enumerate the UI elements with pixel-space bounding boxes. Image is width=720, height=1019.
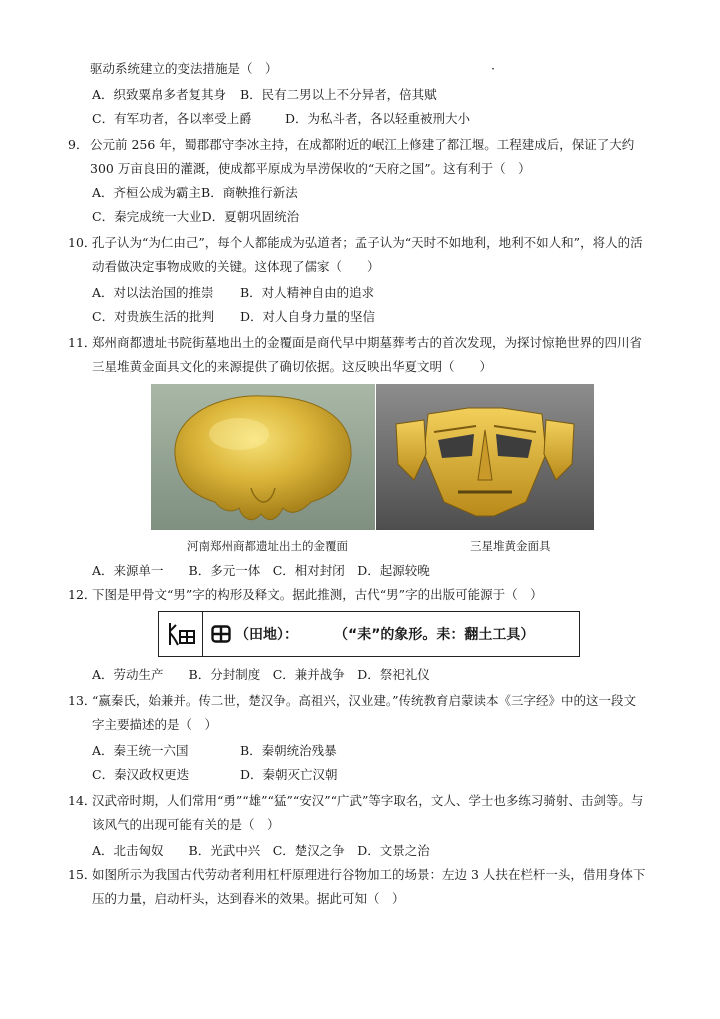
q8-option-b: B．民有二男以上不分异者，倍其赋 xyxy=(240,87,437,102)
q10-option-b: B．对人精神自由的追求 xyxy=(240,285,375,300)
q10-stem-line2: 动看做决定事物成败的关键。这体现了儒家（ ） xyxy=(92,259,380,274)
q13-option-b: B．秦朝统治残暴 xyxy=(240,743,337,758)
q10-option-a: A．对以法治国的推崇 xyxy=(92,285,214,300)
q14-stem-line2: 该风气的出现可能有关的是（ ） xyxy=(92,817,280,832)
caption-gold-face-cover: 河南郑州商都遗址出土的金覆面 xyxy=(187,539,348,553)
q13-option-c: C．秦汉政权更迭 xyxy=(92,767,190,782)
q9-options-ab: A．齐桓公成为霸主B．商鞅推行新法 xyxy=(92,185,298,200)
q15-number: 15． xyxy=(68,867,97,882)
q15-stem-line2: 压的力量，启动杆头，达到舂米的效果。据此可知（ ） xyxy=(92,891,405,906)
q13-option-a: A．秦王统一六国 xyxy=(92,743,189,758)
q14-stem-line1: 汉武帝时期，人们常用“勇”“雄”“猛”“安汉”“广武”等字取名，文人、学士也多练习骑射、击剑等。与 xyxy=(92,793,644,808)
q8-option-d: D．为私斗者，各以轻重被刑大小 xyxy=(285,111,471,126)
oracle-nan-character-icon xyxy=(159,612,203,656)
field-character-icon xyxy=(211,625,231,643)
sanxingdui-gold-mask-photo xyxy=(376,384,594,530)
q13-option-d: D．秦朝灭亡汉朝 xyxy=(240,767,338,782)
q13-number: 13． xyxy=(68,693,97,708)
q9-stem-line2: 300 万亩良田的灌溉，使成都平原成为旱涝保收的“天府之国”。这有利于（ ） xyxy=(90,161,531,176)
q11-stem-line1: 郑州商都遗址书院街墓地出土的金覆面是商代早中期墓葬考古的首次发现，为探讨惊艳世界的四川省 xyxy=(92,335,643,350)
q14-options: A．北击匈奴 B．光武中兴 C．楚汉之争 D．文景之治 xyxy=(92,843,430,858)
q10-stem-line1: 孔子认为“为仁由己”，每个人都能成为弘道者；孟子认为“天时不如地利，地利不如人和”，将人的活 xyxy=(92,235,643,250)
q10-option-c: C．对贵族生活的批判 xyxy=(92,309,215,324)
stray-mark: · xyxy=(491,61,495,76)
q12-options: A．劳动生产 B．分封制度 C．兼并战争 D．祭祀礼仪 xyxy=(92,667,430,682)
q8-stem-continued: 驱动系统建立的变法措施是（ ） xyxy=(90,61,278,76)
q8-option-a: A．织致粟帛多者复其身 xyxy=(92,87,227,102)
q10-option-d: D．对人自身力量的坚信 xyxy=(240,309,376,324)
q8-option-c: C．有军功者，各以率受上爵 xyxy=(92,111,252,126)
q11-number: 11． xyxy=(68,335,97,350)
q9-number: 9． xyxy=(68,137,89,152)
q13-stem-line2: 字主要描述的是（ ） xyxy=(92,717,218,732)
gold-face-cover-photo xyxy=(151,384,375,530)
q11-options: A．来源单一 B．多元一体 C．相对封闭 D．起源较晚 xyxy=(92,563,430,578)
q14-number: 14． xyxy=(68,793,97,808)
q12-stem: 下图是甲骨文“男”字的构形及释文。据此推测，古代“男”字的出版可能源于（ ） xyxy=(92,587,543,602)
q11-stem-line2: 三星堆黄金面具文化的来源提供了确切依据。这反映出华夏文明（ ） xyxy=(92,359,493,374)
q13-stem-line1: “嬴秦氏，始兼并。传二世，楚汉争。高祖兴，汉业建。”传统教育启蒙读本《三字经》中的这一段文 xyxy=(92,693,637,708)
q9-options-cd: C．秦完成统一大业D．夏朝巩固统治 xyxy=(92,209,300,224)
q9-stem-line1: 公元前 256 年，蜀郡郡守李冰主持，在成都附近的岷江上修建了都江堰。工程建成后，保证了大约 xyxy=(90,137,635,152)
plow-explanation: （“耒”的象形。耒：翻土工具） xyxy=(334,627,535,643)
field-explanation: （田地）： xyxy=(235,627,298,643)
q12-number: 12． xyxy=(68,587,97,602)
caption-sanxingdui-mask: 三星堆黄金面具 xyxy=(470,539,551,553)
q10-number: 10． xyxy=(68,235,97,250)
q15-stem-line1: 如图所示为我国古代劳动者利用杠杆原理进行谷物加工的场景：左边 3 人扶在栏杆一头，借用身体下 xyxy=(92,867,646,882)
oracle-bone-table xyxy=(158,611,580,657)
